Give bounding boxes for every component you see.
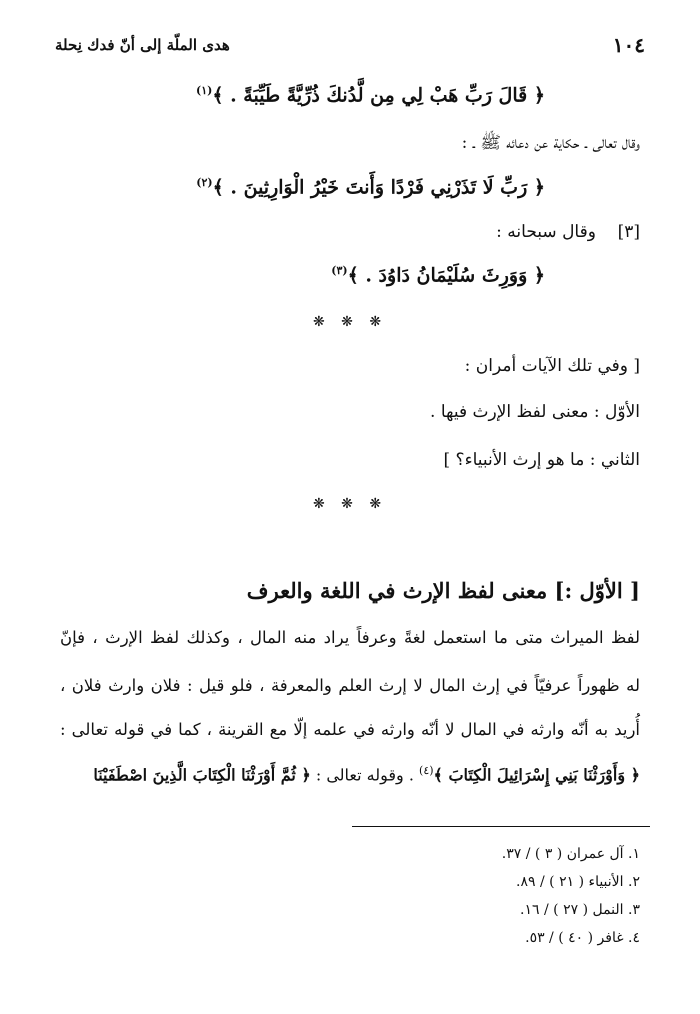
footnote-divider (352, 826, 650, 827)
points-intro: [ وفي تلك الآيات أمران : (464, 356, 640, 376)
verse-5-text: ﴿ ثُمَّ أَوْرَثْنَا الْكِتَابَ الَّذِينَ اصْطَفَيْنَا (93, 765, 311, 785)
footnote-ref-2: (٢) (196, 176, 213, 189)
body-line-1: لفظ الميراث متى ما استعمل لغةً وعرفاً يراد منه المال ، وكذلك لفظ الإرث ، فإنّ (60, 628, 640, 647)
body-line-3: أُريد به أنّه وارثه في المال لا أنّه وارثه في علمه إلّا مع القرينة ، كما في قوله تعالى : (60, 720, 640, 739)
item-3-line (60, 222, 640, 242)
point-second: الثاني : ما هو إرث الأنبياء؟ ] (443, 450, 640, 470)
footnote-ref-1: (١) (195, 84, 213, 97)
page-number: ١٠٤ (612, 33, 645, 57)
intro-verse-3: وقال سبحانه : (496, 222, 596, 242)
body-line-4-mid: . وقوله تعالى : (315, 765, 414, 785)
footnote-2: ٢. الأنبياء ( ٢١ ) / ٨٩. (516, 874, 640, 890)
point-first: الأوّل : معنى لفظ الإرث فيها . (430, 402, 640, 422)
verse-3-text: ﴿ وَوَرِثَ سُلَيْمَانُ دَاوُدَ . ﴾ (347, 264, 545, 287)
footnote-4: ٤. غافر ( ٤٠ ) / ٥٣. (525, 930, 640, 946)
verse-1-text: ﴿ قَالَ رَبِّ هَبْ لِي مِن لَّدُنكَ ذُرِّيَّةً طَيِّبَةً . ﴾ (212, 84, 545, 107)
verse-2 (60, 176, 545, 198)
separator-1: ❋ ❋ ❋ (312, 314, 388, 330)
footnote-ref-4: (٤) (419, 764, 434, 777)
footnote-ref-3: (٣) (331, 264, 348, 277)
page-header (55, 30, 645, 60)
body-line-4 (60, 764, 640, 784)
verse-3 (60, 264, 545, 286)
body-line-2: له ظهوراً عرفيّاً في إرث المال لا إرث العلم والمعرفة ، فلو قيل : فلان وارث فلان ، (60, 676, 640, 695)
footnote-1: ١. آل عمران ( ٣ ) / ٣٧. (501, 846, 640, 862)
section-heading: [ الأوّل :] معنى لفظ الإرث في اللغة والعرف (246, 578, 640, 603)
verse-2-text: ﴿ رَبِّ لَا تَذَرْنِي فَرْدًا وَأَنتَ خَيْرُ الْوَارِثِينَ . ﴾ (212, 176, 545, 199)
verse-1 (60, 84, 545, 106)
item-3-label: [٣] (617, 222, 640, 242)
separator-2: ❋ ❋ ❋ (312, 496, 388, 512)
verse-4-text: ﴿ وَأَوْرَثْنَا بَنِي إِسْرَائِيلَ الْكِتَابَ ﴾ (433, 765, 640, 785)
footnote-3: ٣. النمل ( ٢٧ ) / ١٦. (520, 902, 640, 918)
running-title: هدى الملّة إلى أنّ فدك نِحلة (55, 36, 230, 54)
intro-verse-2: وقال تعالى ـ حكاية عن دعائه ﷺ ـ : (461, 133, 640, 153)
